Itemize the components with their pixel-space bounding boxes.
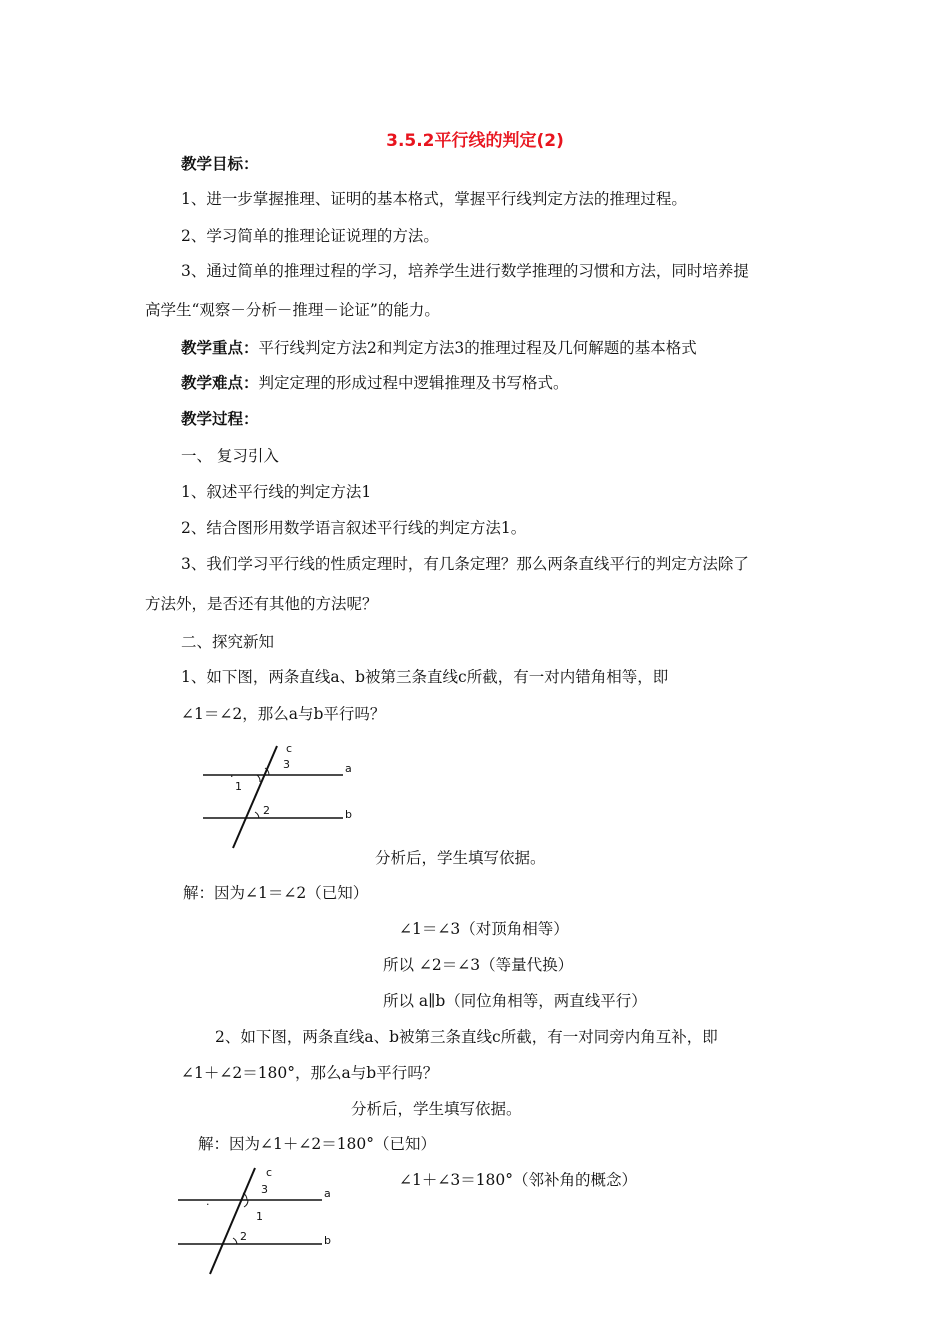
key-point-text: 平行线判定方法2和判定方法3的推理过程及几何解题的基本格式 xyxy=(258,339,697,357)
goal-item-3b: 高学生“观察－分析－推理－论证”的能力。 xyxy=(145,301,440,319)
section-2-item-1b: ∠1＝∠2，那么a与b平行吗？ xyxy=(181,705,386,723)
figure-2-label-3: 3 xyxy=(261,1183,268,1196)
process-heading: 教学过程： xyxy=(181,410,259,428)
solution-2-line-1: 解：因为∠1＋∠2＝180°（已知） xyxy=(198,1135,437,1153)
figure-2-dot: · xyxy=(206,1198,210,1211)
solution-1-line-4: 所以 a∥b（同位角相等，两直线平行） xyxy=(383,992,647,1010)
section-1-item-2: 2、结合图形用数学语言叙述平行线的判定方法1。 xyxy=(181,519,527,537)
figure-2-label-2: 2 xyxy=(240,1230,247,1243)
figure-1-label-2: 2 xyxy=(263,804,270,817)
section-2-heading: 二、探究新知 xyxy=(181,633,275,651)
difficulty xyxy=(181,373,569,393)
analysis-note-2: 分析后，学生填写依据。 xyxy=(351,1100,522,1118)
figure-1-parallel-lines xyxy=(195,740,365,852)
solution-2-line-2: ∠1＋∠3＝180°（邻补角的概念） xyxy=(399,1171,638,1189)
figure-2-label-a: a xyxy=(324,1187,331,1200)
solution-1-line-1: 解：因为∠1＝∠2（已知） xyxy=(183,884,369,902)
figure-1-label-1: 1 xyxy=(235,780,242,793)
section-1-item-1: 1、叙述平行线的判定方法1 xyxy=(181,483,372,501)
goal-item-1: 1、进一步掌握推理、证明的基本格式，掌握平行线判定方法的推理过程。 xyxy=(181,190,687,208)
section-1-item-3a: 3、我们学习平行线的性质定理时，有几条定理？那么两条直线平行的判定方法除了 xyxy=(181,555,749,573)
figure-1-label-a: a xyxy=(345,762,352,775)
section-2-item-2b: ∠1＋∠2＝180°，那么a与b平行吗？ xyxy=(181,1064,439,1082)
figure-2-label-b: b xyxy=(324,1234,331,1247)
key-point-label: 教学重点： xyxy=(181,339,259,357)
section-2-item-1a: 1、如下图，两条直线a、b被第三条直线c所截，有一对内错角相等，即 xyxy=(181,668,669,686)
goal-item-3a: 3、通过简单的推理过程的学习，培养学生进行数学推理的习惯和方法，同时培养提 xyxy=(181,262,749,280)
section-1-heading: 一、 复习引入 xyxy=(181,447,279,465)
section-2-item-2a: 2、如下图，两条直线a、b被第三条直线c所截，有一对同旁内角互补，即 xyxy=(215,1028,718,1046)
key-point xyxy=(181,338,697,358)
figure-1-dot: · xyxy=(230,770,234,783)
difficulty-text: 判定定理的形成过程中逻辑推理及书写格式。 xyxy=(258,374,569,392)
figure-2-label-c: c xyxy=(266,1166,273,1179)
document-title: 3.5.2平行线的判定(2) xyxy=(386,131,564,151)
goal-item-2: 2、学习简单的推理论证说理的方法。 xyxy=(181,227,439,245)
analysis-note-1: 分析后，学生填写依据。 xyxy=(375,849,546,867)
figure-1-label-b: b xyxy=(345,808,352,821)
solution-1-line-3: 所以 ∠2＝∠3（等量代换） xyxy=(383,956,574,974)
figure-1-label-c: c xyxy=(286,742,293,755)
section-1-item-3b: 方法外，是否还有其他的方法呢？ xyxy=(145,595,378,613)
figure-1-label-3: 3 xyxy=(283,758,290,771)
difficulty-label: 教学难点： xyxy=(181,374,259,392)
figure-2-parallel-lines xyxy=(170,1162,345,1280)
figure-2-label-1: 1 xyxy=(256,1210,263,1223)
solution-1-line-2: ∠1＝∠3（对顶角相等） xyxy=(399,920,569,938)
goals-heading: 教学目标： xyxy=(181,155,259,173)
